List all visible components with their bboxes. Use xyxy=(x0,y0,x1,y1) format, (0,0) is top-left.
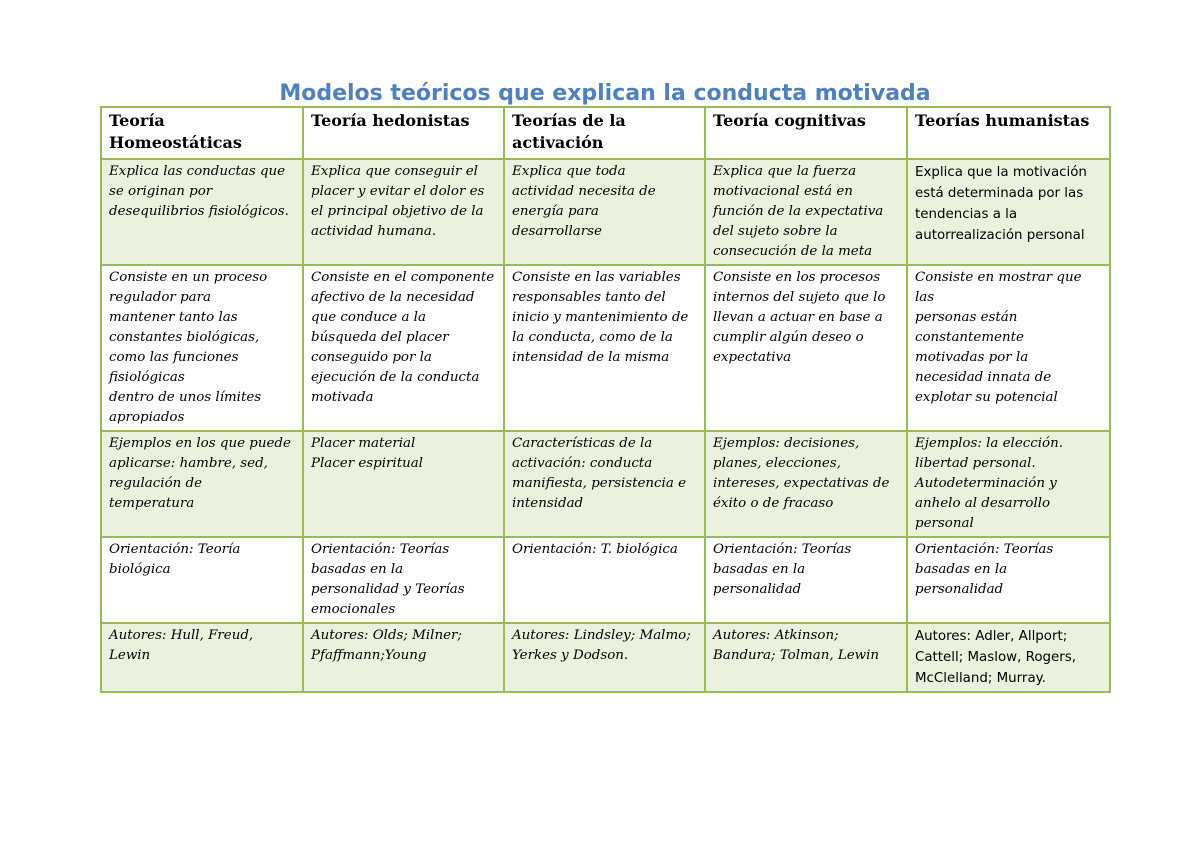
header-cell-homeostaticas: Teoría Homeostáticas xyxy=(101,107,303,159)
table-cell: Autores: Lindsley; Malmo; Yerkes y Dodson. xyxy=(504,623,705,692)
table-cell: Orientación: Teorías basadas en la personalidad xyxy=(907,537,1110,623)
table-row-orientacion xyxy=(101,537,1110,623)
header-cell-hedonistas: Teoría hedonistas xyxy=(303,107,504,159)
table-cell: Ejemplos: decisiones, planes, elecciones, intereses, expectativas de éxito o de fracaso xyxy=(705,431,907,537)
table-cell: Explica que la fuerza motivacional está en función de la expectativa del sujeto sobre la consecución de la meta xyxy=(705,159,907,265)
table-row-autores xyxy=(101,623,1110,692)
table-cell: Orientación: Teorías basadas en la personalidad xyxy=(705,537,907,623)
document-title: Modelos teóricos que explican la conducta motivada xyxy=(279,81,931,106)
table-cell: Ejemplos: la elección. libertad personal. Autodeterminación y anhelo al desarrollo personal xyxy=(907,431,1110,537)
header-cell-cognitivas: Teoría cognitivas xyxy=(705,107,907,159)
table-cell: Autores: Atkinson; Bandura; Tolman, Lewin xyxy=(705,623,907,692)
table-cell: Características de la activación: conducta manifiesta, persistencia e intensidad xyxy=(504,431,705,537)
table-cell: Autores: Olds; Milner; Pfaffmann;Young xyxy=(303,623,504,692)
table-row-ejemplos xyxy=(101,431,1110,537)
table-row-explica xyxy=(101,159,1110,265)
table-cell: Placer material Placer espiritual xyxy=(303,431,504,537)
header-cell-activacion: Teorías de la activación xyxy=(504,107,705,159)
table-cell: Autores: Hull, Freud, Lewin xyxy=(101,623,303,692)
table-cell: Consiste en el componente afectivo de la necesidad que conduce a la búsqueda del placer conseguido por la ejecución de la conducta motivada xyxy=(303,265,504,431)
table-cell: Orientación: Teorías basadas en la personalidad y Teorías emocionales xyxy=(303,537,504,623)
table-cell: Explica que la motivación está determinada por las tendencias a la autorrealización personal xyxy=(907,159,1110,265)
table-cell: Explica las conductas que se originan por desequilibrios fisiológicos. xyxy=(101,159,303,265)
table-row-consiste xyxy=(101,265,1110,431)
table-header-row xyxy=(101,107,1110,159)
table-cell: Autores: Adler, Allport; Cattell; Maslow, Rogers, McClelland; Murray. xyxy=(907,623,1110,692)
table-cell: Consiste en las variables responsables tanto del inicio y mantenimiento de la conducta, como de la intensidad de la misma xyxy=(504,265,705,431)
table-cell: Ejemplos en los que puede aplicarse: hambre, sed, regulación de temperatura xyxy=(101,431,303,537)
table-cell: Orientación: Teoría biológica xyxy=(101,537,303,623)
table-cell: Explica que conseguir el placer y evitar el dolor es el principal objetivo de la actividad humana. xyxy=(303,159,504,265)
header-cell-humanistas: Teorías humanistas xyxy=(907,107,1110,159)
table-cell: Explica que toda actividad necesita de energía para desarrollarse xyxy=(504,159,705,265)
theories-table xyxy=(100,106,1111,693)
table-cell: Consiste en un proceso regulador para mantener tanto las constantes biológicas, como las funciones fisiológicas dentro de unos límites apropiados xyxy=(101,265,303,431)
table-cell: Consiste en los procesos internos del sujeto que lo llevan a actuar en base a cumplir algún deseo o expectativa xyxy=(705,265,907,431)
table-cell: Orientación: T. biológica xyxy=(504,537,705,623)
table-cell: Consiste en mostrar que las personas están constantemente motivadas por la necesidad innata de explotar su potencial xyxy=(907,265,1110,431)
